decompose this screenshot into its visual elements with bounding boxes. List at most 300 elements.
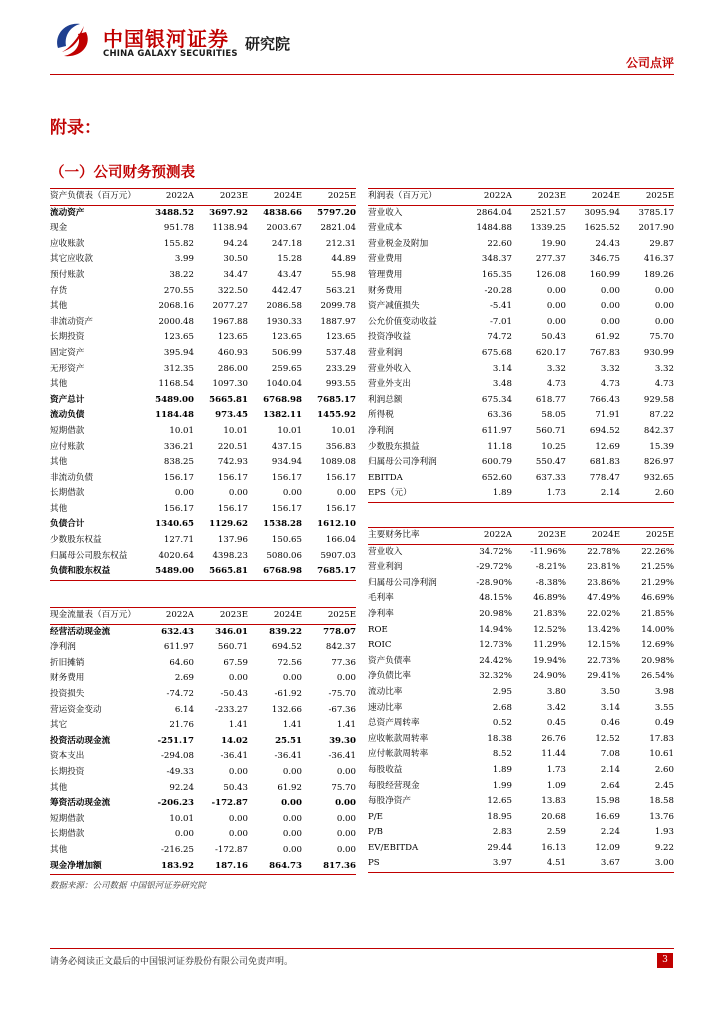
table-row — [368, 607, 674, 623]
table-cell: -172.87 — [211, 798, 248, 809]
table-cell: 126.08 — [535, 269, 566, 280]
table-cell: 1887.97 — [320, 316, 356, 327]
table-cell: 3.67 — [566, 856, 620, 872]
table-cell: 416.37 — [643, 254, 674, 265]
table-cell: 14.02 — [221, 735, 248, 746]
column-header: 2024E — [248, 189, 302, 206]
row-label: 非流动资产 — [50, 316, 93, 327]
table-header-row — [368, 189, 674, 206]
table-cell: 0.00 — [600, 285, 620, 296]
table-cell: 6.14 — [174, 704, 194, 715]
table-cell: 46.69% — [641, 593, 674, 604]
column-header: 2025E — [620, 528, 674, 545]
table-cell: 2.60 — [654, 764, 674, 775]
table-cell: 11.29% — [533, 640, 566, 651]
row-label: 归属母公司净利润 — [368, 577, 437, 588]
table-row — [368, 284, 674, 300]
table-cell: 156.17 — [325, 472, 356, 483]
table-cell: 0.00 — [336, 673, 356, 684]
column-header: 2023E — [194, 189, 248, 206]
row-label: 毛利率 — [368, 593, 394, 604]
data-source-note: 数据来源：公司数据 中国银河证券研究院 — [50, 881, 206, 891]
table-cell: 1.41 — [282, 720, 302, 731]
footer-divider — [50, 948, 674, 949]
table-cell: 247.18 — [271, 238, 302, 249]
table-cell: 233.29 — [325, 363, 356, 374]
table-cell: 75.70 — [649, 332, 674, 343]
section-title: （一）公司财务预测表 — [50, 165, 195, 181]
row-label: 预付账款 — [50, 269, 85, 280]
table-row — [50, 252, 356, 268]
table-cell: 817.36 — [302, 859, 356, 875]
table-cell: 0.00 — [336, 488, 356, 499]
logo-english-name: CHINA GALAXY SECURITIES — [103, 49, 238, 59]
table-cell: 993.55 — [325, 379, 356, 390]
table-row — [50, 502, 356, 518]
table-cell: 0.00 — [336, 829, 356, 840]
table-cell: -8.21% — [535, 562, 566, 573]
table-cell: 10.01 — [223, 425, 248, 436]
table-cell: 61.92 — [277, 782, 302, 793]
table-cell: 286.00 — [217, 363, 248, 374]
column-header: 2023E — [194, 608, 248, 625]
table-cell: -251.17 — [157, 735, 194, 746]
table-cell: 437.15 — [271, 441, 302, 452]
row-label: 其它 — [50, 720, 68, 731]
galaxy-logo-icon — [50, 18, 94, 62]
table-row — [368, 654, 674, 670]
logo-research-institute: 研究院 — [245, 35, 291, 53]
table-cell: 14.00% — [641, 624, 674, 635]
row-label: 应付帐款周转率 — [368, 749, 429, 760]
table-cell: 123.65 — [163, 332, 194, 343]
table-cell: 132.66 — [271, 704, 302, 715]
table-cell: 77.36 — [331, 657, 356, 668]
table-cell: 4.73 — [654, 379, 674, 390]
row-label: 营业税金及附加 — [368, 238, 429, 249]
row-label: EV/EBITDA — [368, 842, 419, 853]
table-row — [50, 687, 356, 703]
table-row — [368, 440, 674, 456]
table-row — [50, 656, 356, 672]
table-cell: 312.35 — [163, 363, 194, 374]
table-header-row — [50, 189, 356, 206]
table-cell: 1040.04 — [266, 379, 302, 390]
row-label: 长期投资 — [50, 766, 85, 777]
table-cell: 560.71 — [217, 642, 248, 653]
table-row — [50, 299, 356, 315]
row-label: 应收帐款周转率 — [368, 733, 429, 744]
row-label: 营业收入 — [368, 546, 403, 557]
table-cell: 24.90% — [533, 671, 566, 682]
table-cell: 1484.88 — [476, 223, 512, 234]
table-cell: 20.98% — [479, 608, 512, 619]
table-cell: 1.41 — [336, 720, 356, 731]
table-cell: 10.01 — [169, 813, 194, 824]
table-cell: 973.45 — [215, 410, 248, 421]
table-cell: 0.00 — [600, 316, 620, 327]
table-cell: 156.17 — [271, 503, 302, 514]
table-cell: 2.69 — [174, 673, 194, 684]
table-cell: 766.43 — [589, 394, 620, 405]
row-label: 投资净收益 — [368, 332, 411, 343]
table-row — [50, 440, 356, 456]
table-cell: 1097.30 — [212, 379, 248, 390]
table-row — [50, 564, 356, 580]
table-row — [50, 471, 356, 487]
row-label: 短期借款 — [50, 813, 85, 824]
row-label: 财务费用 — [368, 285, 403, 296]
row-label: 每股净资产 — [368, 796, 411, 807]
table-row — [50, 424, 356, 440]
cash-flow-table — [50, 607, 356, 875]
column-header: 现金流量表（百万元） — [50, 608, 140, 625]
table-cell: 951.78 — [163, 223, 194, 234]
table-cell: 30.50 — [223, 254, 248, 265]
table-cell: 15.28 — [277, 254, 302, 265]
row-label: 少数股东权益 — [50, 535, 102, 546]
table-cell: 2068.16 — [158, 301, 194, 312]
table-cell: 6768.98 — [263, 394, 302, 405]
row-label: 营业外收入 — [368, 363, 411, 374]
table-cell: 156.17 — [271, 472, 302, 483]
table-cell: 22.26% — [641, 546, 674, 557]
row-label: 少数股东损益 — [368, 441, 420, 452]
row-label: 归属母公司股东权益 — [50, 550, 128, 561]
table-cell: 12.09 — [595, 842, 620, 853]
row-label: 其他 — [50, 844, 68, 855]
row-label: 其他 — [50, 457, 68, 468]
table-row — [368, 685, 674, 701]
row-label: P/B — [368, 827, 383, 838]
table-cell: 4838.66 — [263, 207, 302, 218]
table-cell: 2.68 — [492, 702, 512, 713]
table-row — [368, 560, 674, 576]
table-cell: 0.00 — [282, 813, 302, 824]
table-cell: 842.37 — [325, 642, 356, 653]
table-cell: 220.51 — [217, 441, 248, 452]
table-cell: 156.17 — [217, 472, 248, 483]
table-cell: -74.72 — [166, 688, 194, 699]
table-cell: 39.30 — [329, 735, 356, 746]
table-cell: 0.00 — [654, 285, 674, 296]
table-row — [368, 576, 674, 592]
table-cell: 537.48 — [325, 347, 356, 358]
table-row — [368, 299, 674, 315]
table-cell: 3.50 — [600, 686, 620, 697]
table-cell: -50.43 — [220, 688, 248, 699]
table-cell: 26.54% — [641, 671, 674, 682]
table-cell: 72.56 — [277, 657, 302, 668]
table-row — [368, 623, 674, 639]
row-label: 营业收入 — [368, 207, 403, 218]
appendix-title: 附录： — [50, 118, 101, 138]
row-label: 流动比率 — [368, 686, 403, 697]
table-cell: 3.00 — [620, 856, 674, 872]
row-label: 净负债比率 — [368, 671, 411, 682]
table-cell: 778.07 — [323, 626, 356, 637]
table-cell: 12.69% — [641, 640, 674, 651]
table-cell: 87.22 — [649, 410, 674, 421]
table-cell: -75.70 — [328, 688, 356, 699]
table-cell: 29.44 — [487, 842, 512, 853]
table-row — [368, 330, 674, 346]
table-cell: 12.65 — [487, 796, 512, 807]
table-cell: 395.94 — [163, 347, 194, 358]
table-row — [368, 763, 674, 779]
table-cell: 0.00 — [546, 301, 566, 312]
table-cell: 123.65 — [325, 332, 356, 343]
table-cell: 0.00 — [546, 285, 566, 296]
table-cell: 2864.04 — [476, 207, 512, 218]
table-row — [50, 703, 356, 719]
row-label: 净利率 — [368, 608, 394, 619]
table-cell: 652.60 — [481, 472, 512, 483]
row-label: 其他 — [50, 379, 68, 390]
table-cell: 12.73% — [479, 640, 512, 651]
table-row — [50, 749, 356, 765]
table-cell: 1089.08 — [320, 457, 356, 468]
column-header: 2024E — [248, 608, 302, 625]
table-cell: 1.99 — [492, 780, 512, 791]
table-cell: 38.22 — [169, 269, 194, 280]
table-row — [368, 408, 674, 424]
table-cell: 22.60 — [487, 238, 512, 249]
row-label: 其他 — [50, 301, 68, 312]
table-cell: 29.41% — [587, 671, 620, 682]
table-cell: 0.46 — [600, 718, 620, 729]
table-row — [50, 455, 356, 471]
row-label: 无形资产 — [50, 363, 85, 374]
table-cell: 6768.98 — [248, 564, 302, 580]
table-row — [368, 794, 674, 810]
table-cell: 0.45 — [546, 718, 566, 729]
income-statement-table — [368, 188, 674, 503]
table-cell: 1.41 — [228, 720, 248, 731]
table-row — [50, 624, 356, 640]
table-row — [368, 732, 674, 748]
table-cell: 1168.54 — [158, 379, 194, 390]
table-cell: 123.65 — [217, 332, 248, 343]
table-cell: 270.55 — [163, 285, 194, 296]
table-row — [368, 779, 674, 795]
table-row — [50, 315, 356, 331]
table-cell: 187.16 — [194, 859, 248, 875]
table-cell: 348.37 — [481, 254, 512, 265]
row-label: 所得税 — [368, 410, 394, 421]
table-cell: 165.35 — [481, 269, 512, 280]
footer-disclaimer: 请务必阅读正文最后的中国银河证券股份有限公司免责声明。 — [50, 957, 294, 967]
table-cell: -11.96% — [530, 546, 566, 557]
table-cell: 259.65 — [271, 363, 302, 374]
table-cell: 10.01 — [169, 425, 194, 436]
table-cell: -49.33 — [166, 766, 194, 777]
table-cell: 3.55 — [654, 702, 674, 713]
table-cell: 3095.94 — [584, 207, 620, 218]
table-row — [368, 486, 674, 502]
column-header: 利润表（百万元） — [368, 189, 458, 206]
table-cell: 10.61 — [649, 749, 674, 760]
table-cell: 838.25 — [163, 457, 194, 468]
table-cell: 864.73 — [248, 859, 302, 875]
table-cell: 322.50 — [217, 285, 248, 296]
row-label: 其他 — [50, 782, 68, 793]
table-cell: 0.00 — [282, 829, 302, 840]
table-cell: 826.97 — [643, 457, 674, 468]
table-cell: 10.01 — [331, 425, 356, 436]
table-cell: 3.48 — [492, 379, 512, 390]
column-header: 2022A — [458, 189, 512, 206]
table-cell: -36.41 — [220, 751, 248, 762]
row-label: 应收账款 — [50, 238, 85, 249]
row-label: 管理费用 — [368, 269, 403, 280]
page-number: 3 — [657, 953, 673, 968]
table-cell: 620.17 — [535, 347, 566, 358]
table-cell: 13.83 — [541, 796, 566, 807]
table-cell: 839.22 — [269, 626, 302, 637]
table-cell: 0.52 — [492, 718, 512, 729]
table-cell: 44.89 — [331, 254, 356, 265]
table-cell: -172.87 — [215, 844, 248, 855]
table-cell: 64.60 — [169, 657, 194, 668]
table-cell: 3.42 — [546, 702, 566, 713]
table-cell: 1930.33 — [266, 316, 302, 327]
table-cell: 336.21 — [163, 441, 194, 452]
table-cell: 3.98 — [654, 686, 674, 697]
table-cell: 2086.58 — [266, 301, 302, 312]
table-cell: 346.01 — [215, 626, 248, 637]
table-cell: 346.75 — [589, 254, 620, 265]
table-cell: 50.43 — [541, 332, 566, 343]
table-cell: 137.96 — [217, 535, 248, 546]
table-cell: 694.52 — [589, 425, 620, 436]
table-cell: 550.47 — [535, 457, 566, 468]
table-cell: 460.93 — [217, 347, 248, 358]
table-cell: 21.76 — [169, 720, 194, 731]
table-cell: 43.47 — [277, 269, 302, 280]
report-type-label: 公司点评 — [625, 56, 674, 70]
table-cell: 1138.94 — [212, 223, 248, 234]
table-cell: 12.52 — [595, 733, 620, 744]
table-cell: 63.36 — [487, 410, 512, 421]
row-label: 营运资金变动 — [50, 704, 102, 715]
table-cell: 632.43 — [161, 626, 194, 637]
table-cell: 21.85% — [641, 608, 674, 619]
table-cell: 22.73% — [587, 655, 620, 666]
column-header: 2025E — [620, 189, 674, 206]
table-cell: 150.65 — [271, 535, 302, 546]
table-cell: 5665.81 — [209, 394, 248, 405]
table-cell: 189.26 — [643, 269, 674, 280]
row-label: 财务费用 — [50, 673, 85, 684]
row-label: 存货 — [50, 285, 68, 296]
table-cell: 11.18 — [487, 441, 512, 452]
table-cell: 934.94 — [271, 457, 302, 468]
row-label: EPS（元） — [368, 486, 458, 502]
table-cell: 2.59 — [546, 827, 566, 838]
table-cell: 7685.17 — [317, 394, 356, 405]
table-cell: 74.72 — [487, 332, 512, 343]
table-cell: 18.95 — [487, 811, 512, 822]
row-label: 每股收益 — [368, 764, 403, 775]
table-cell: 2017.90 — [638, 223, 674, 234]
table-row — [50, 827, 356, 843]
table-cell: 2.45 — [654, 780, 674, 791]
table-row — [368, 237, 674, 253]
table-cell: 183.92 — [140, 859, 194, 875]
row-label: 短期借款 — [50, 425, 85, 436]
table-cell: 637.33 — [535, 472, 566, 483]
table-cell: 0.00 — [228, 488, 248, 499]
row-label: 净利润 — [368, 425, 394, 436]
row-label: 长期借款 — [50, 829, 85, 840]
table-cell: 156.17 — [163, 472, 194, 483]
table-cell: 842.37 — [643, 425, 674, 436]
table-row — [368, 362, 674, 378]
table-row — [50, 377, 356, 393]
table-cell: 0.00 — [654, 301, 674, 312]
table-row — [368, 701, 674, 717]
table-cell: -8.38% — [535, 577, 566, 588]
table-cell: 75.70 — [331, 782, 356, 793]
table-cell: 19.90 — [541, 238, 566, 249]
table-row — [368, 377, 674, 393]
table-row — [368, 393, 674, 409]
table-cell: 18.58 — [649, 796, 674, 807]
table-cell: 20.68 — [541, 811, 566, 822]
table-row — [368, 424, 674, 440]
table-cell: 155.82 — [163, 238, 194, 249]
table-cell: 34.47 — [223, 269, 248, 280]
table-cell: 618.77 — [535, 394, 566, 405]
column-header: 主要财务比率 — [368, 528, 458, 545]
table-cell: 2003.67 — [266, 223, 302, 234]
table-cell: 2000.48 — [158, 316, 194, 327]
table-row — [368, 544, 674, 560]
table-cell: 930.99 — [643, 347, 674, 358]
table-cell: 61.92 — [595, 332, 620, 343]
row-label: 折旧摊销 — [50, 657, 85, 668]
row-label: 每股经营现金 — [368, 780, 420, 791]
row-label: 归属母公司净利润 — [368, 457, 437, 468]
table-row — [50, 221, 356, 237]
table-cell: 932.65 — [643, 472, 674, 483]
table-cell: 3697.92 — [209, 207, 248, 218]
table-cell: 10.25 — [541, 441, 566, 452]
table-cell: 5797.20 — [317, 207, 356, 218]
table-row — [368, 716, 674, 732]
table-cell: 929.58 — [643, 394, 674, 405]
table-cell: 1129.62 — [209, 519, 248, 530]
table-cell: 26.76 — [541, 733, 566, 744]
table-cell: 92.24 — [169, 782, 194, 793]
table-row — [50, 734, 356, 750]
table-cell: -206.23 — [157, 798, 194, 809]
table-row — [368, 856, 674, 872]
table-cell: 675.68 — [481, 347, 512, 358]
balance-sheet-table — [50, 188, 356, 581]
table-cell: 0.00 — [546, 316, 566, 327]
table-cell: 3.32 — [600, 363, 620, 374]
table-cell: 156.17 — [217, 503, 248, 514]
column-header: 2023E — [512, 189, 566, 206]
table-cell: 563.21 — [325, 285, 356, 296]
table-cell: 24.43 — [595, 238, 620, 249]
row-label: 总资产周转率 — [368, 718, 420, 729]
table-cell: 3488.52 — [155, 207, 194, 218]
row-label: 现金 — [50, 223, 68, 234]
row-label: 长期投资 — [50, 332, 85, 343]
